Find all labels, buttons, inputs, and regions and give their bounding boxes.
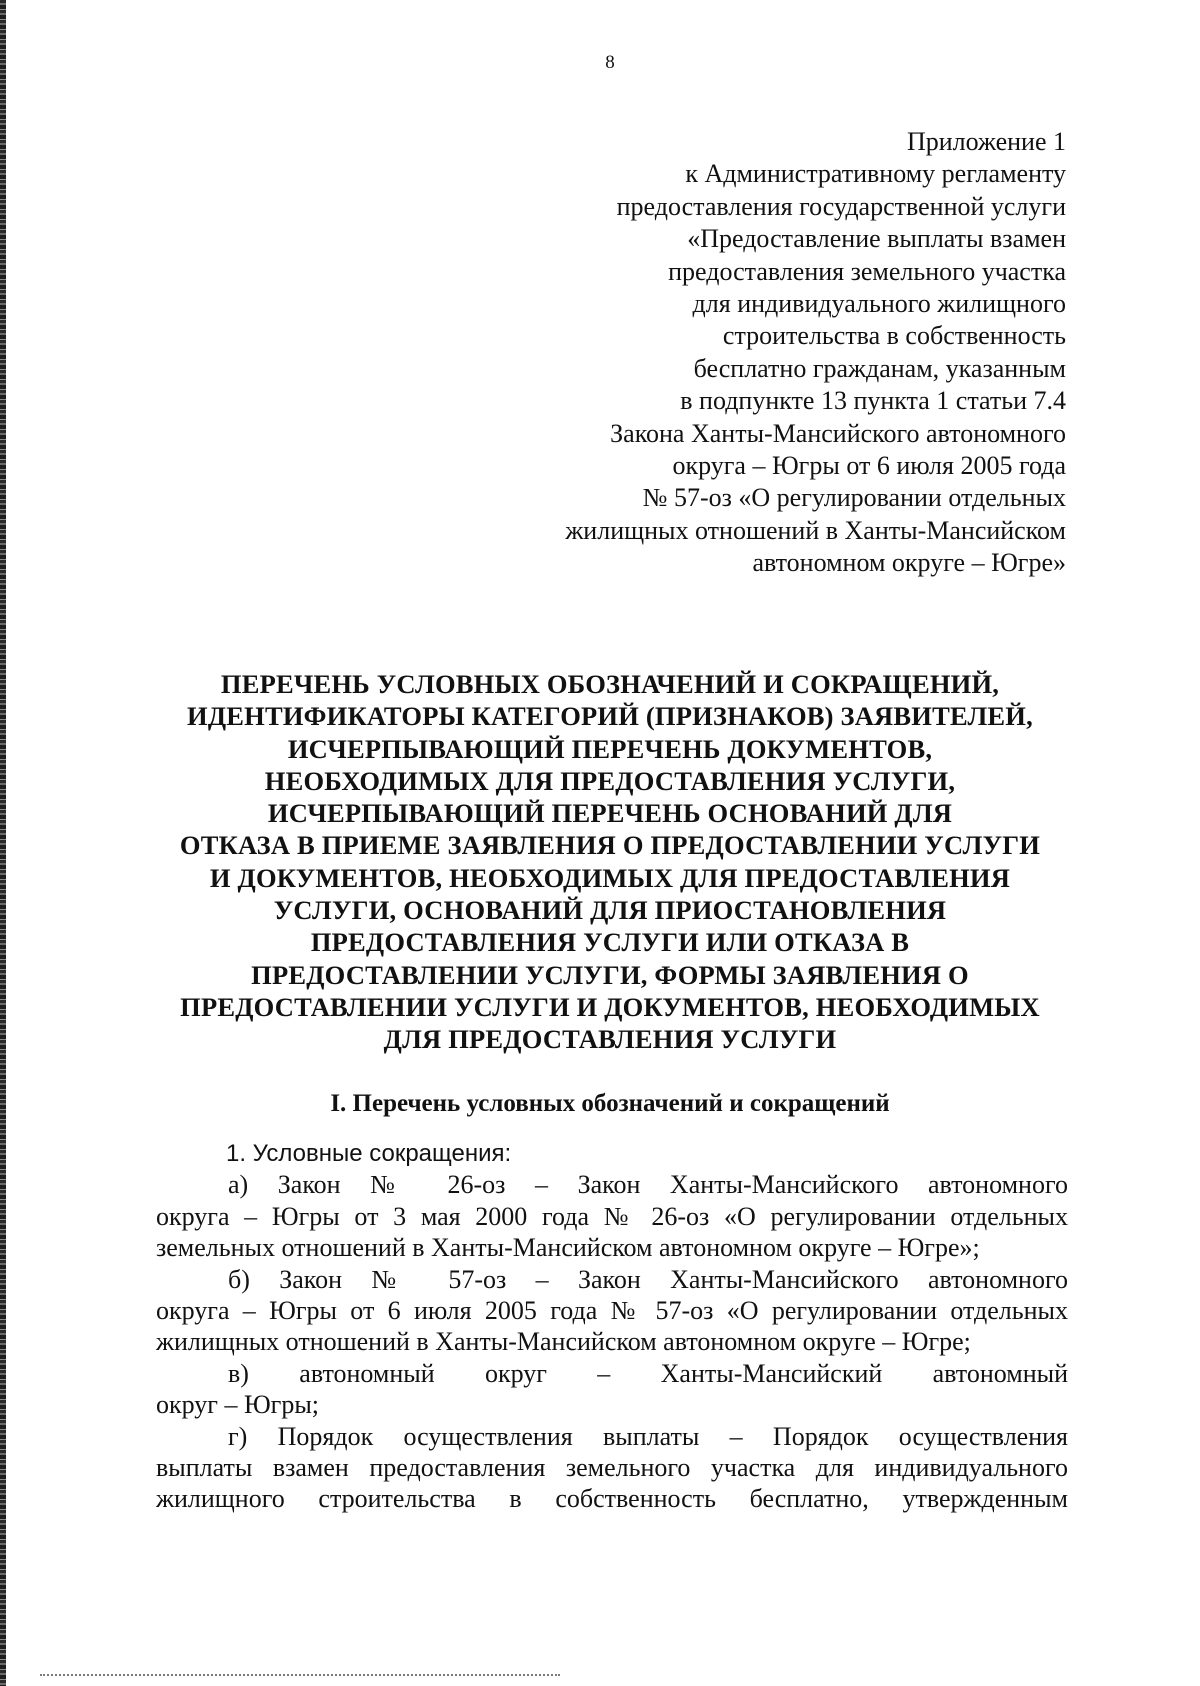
appendix-line: округа – Югры от 6 июля 2005 года [672,451,1066,481]
appendix-line: к Административному регламенту [685,159,1066,189]
title-line: ИДЕНТИФИКАТОРЫ КАТЕГОРИЙ (ПРИЗНАКОВ) ЗАЯВИТЕЛЕЙ, [187,701,1033,732]
title-line: ИСЧЕРПЫВАЮЩИЙ ПЕРЕЧЕНЬ ОСНОВАНИЙ ДЛЯ [267,798,953,829]
appendix-line: строительства в собственность [722,321,1066,351]
title-line: НЕОБХОДИМЫХ ДЛЯ ПРЕДОСТАВЛЕНИЯ УСЛУГИ, [264,765,956,796]
appendix-line: для индивидуального жилищного [692,289,1066,319]
title-line: ДЛЯ ПРЕДОСТАВЛЕНИЯ УСЛУГИ [383,1024,837,1055]
appendix-block [446,126,1066,580]
appendix-line: Приложение 1 [906,127,1066,156]
appendix-line: жилищных отношений в Ханты-Мансийском [565,515,1066,545]
title-line: ПРЕДОСТАВЛЕНИИ УСЛУГИ И ДОКУМЕНТОВ, НЕОБХОДИМЫХ [180,991,1040,1022]
appendix-line: предоставления земельного участка [668,256,1066,286]
body-text [156,1138,1068,1515]
document-title [150,668,1070,1056]
scan-bottom-artifact [40,1674,560,1676]
subitem-g-line: жилищного строительства в собственность бесплатно, утвержденным [156,1484,1068,1514]
appendix-line: № 57-оз «О регулировании отдельных [642,483,1066,513]
appendix-line: предоставления государственной услуги [616,191,1066,221]
subitem-v-line: в) автономный округ – Ханты-Мансийский автономный [228,1358,1068,1388]
section-heading: I. Перечень условных обозначений и сокращений [330,1090,890,1117]
subitem-v-line: округ – Югры; [156,1390,320,1420]
subitem-g-line: выплаты взамен предоставления земельного участка для индивидуального [156,1452,1068,1482]
appendix-line: в подпункте 13 пункта 1 статьи 7.4 [680,386,1066,416]
appendix-line: бесплатно гражданам, указанным [693,353,1066,383]
title-line: И ДОКУМЕНТОВ, НЕОБХОДИМЫХ ДЛЯ ПРЕДОСТАВЛЕНИЯ [209,862,1011,893]
subitem-a-line: земельных отношений в Ханты-Мансийском автономном округе – Югре»; [156,1233,980,1263]
title-line: ИСЧЕРПЫВАЮЩИЙ ПЕРЕЧЕНЬ ДОКУМЕНТОВ, [287,733,933,764]
subitem-g-line: г) Порядок осуществления выплаты – Порядок осуществления [228,1421,1068,1451]
title-line: УСЛУГИ, ОСНОВАНИЙ ДЛЯ ПРИОСТАНОВЛЕНИЯ [273,895,947,926]
subitem-b-line: жилищных отношений в Ханты-Мансийском автономном округе – Югре; [156,1327,971,1357]
title-line: ОТКАЗА В ПРИЕМЕ ЗАЯВЛЕНИЯ О ПРЕДОСТАВЛЕНИИ УСЛУГИ [179,830,1041,861]
list-item-1: 1. Условные сокращения: [226,1140,512,1167]
subitem-b-line: округа – Югры от 6 июля 2005 года № 57-оз «О регулировании отдельных [156,1295,1068,1325]
subitem-a-line: а) Закон № 26-оз – Закон Ханты-Мансийского автономного [228,1170,1068,1200]
appendix-line: «Предоставление выплаты взамен [687,224,1066,254]
title-line: ПРЕДОСТАВЛЕНИИ УСЛУГИ, ФОРМЫ ЗАЯВЛЕНИЯ О [251,959,969,990]
appendix-line: автономном округе – Югре» [752,548,1066,578]
title-line: ПЕРЕЧЕНЬ УСЛОВНЫХ ОБОЗНАЧЕНИЙ И СОКРАЩЕНИЙ, [220,669,1000,699]
appendix-line: Закона Ханты-Мансийского автономного [610,418,1066,448]
scan-edge-artifact [0,0,6,1686]
subitem-b-line: б) Закон № 57-оз – Закон Ханты-Мансийского автономного [228,1264,1068,1294]
subitem-a-line: округа – Югры от 3 мая 2000 года № 26-оз «О регулировании отдельных [156,1201,1068,1231]
page-number: 8 [605,52,615,73]
title-line: ПРЕДОСТАВЛЕНИЯ УСЛУГИ ИЛИ ОТКАЗА В [310,927,910,958]
